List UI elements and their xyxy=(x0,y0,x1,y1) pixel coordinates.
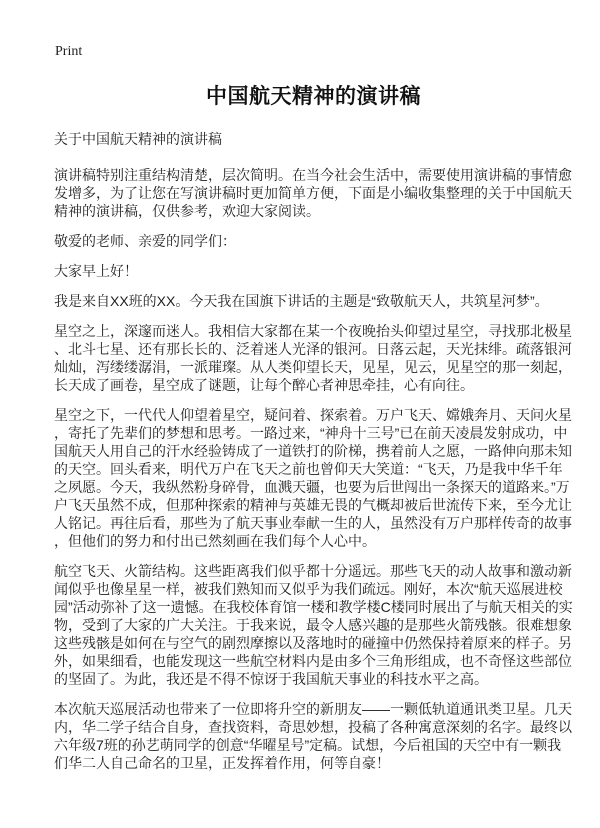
paragraph-intro: 演讲稿特别注重结构清楚，层次简明。在当今社会生活中，需要使用演讲稿的事情愈发增多，为了让您在写演讲稿时更加简单方便，下面是小编收集整理的关于中国航天精神的演讲稿，仅供参考，欢迎大家阅读。 xyxy=(54,167,572,219)
paragraph-speech-theme: 我是来自XX班的XX。今天我在国旗下讲话的主题是“致敬航天人，共筑星河梦”。 xyxy=(54,293,549,309)
page-subtitle: 关于中国航天精神的演讲稿 xyxy=(54,131,222,147)
paragraph-satellite: 本次航天巡展活动也带来了一位即将升空的新朋友——一颗低轨道通讯类卫星。几天内，华二学子结合自身，查找资料，奇思妙想，投稿了各种寓意深刻的名字。最终以六年级7班的孙艺萌同学的创意“华曜星号”定稿。试想，今后祖国的天空中有一颗我们华二人自己命名的卫星，正发挥着作用，何等自豪！ xyxy=(54,701,572,771)
paragraph-exhibition: 航空飞天、火箭结构。这些距离我们似乎都十分遥远。那些飞天的动人故事和激动新闻似乎也像星星一样，被我们熟知而又似乎为我们疏远。刚好，本次“航天巡展进校园”活动弥补了这一遗憾。在我校体育馆一楼和教学楼C楼同时展出了与航天相关的实物，受到了大家的广大关注。于我来说，最令人感兴趣的是那些火箭残骸。很难想象这些残骸是如何在与空气的剧烈摩擦以及落地时的碰撞中仍然保持着原来的样子。另外，如果细看，也能发现这一些航空材料内是由多个三角形组成，也不奇怪这些部位的坚固了。为此，我还是不得不惊讶于我国航天事业的科技水平之高。 xyxy=(54,563,573,687)
page-title: 中国航天精神的演讲稿 xyxy=(206,85,421,108)
paragraph-salutation: 敬爱的老师、亲爱的同学们： xyxy=(54,233,236,249)
paragraph-starry-sky-above: 星空之上，深邃而迷人。我相信大家都在某一个夜晚抬头仰望过星空，寻找那北极星、北斗七星、还有那长长的、泛着迷人光泽的银河。日落云起，天光抹绯。疏落银河灿灿，泻缕缕潺涓，一派璀璨。从人类仰望长天，见星，见云，见星空的那一刻起，长天成了画卷，星空成了谜题，让每个醉心者神思牵挂，心有向往。 xyxy=(54,323,572,393)
document-body xyxy=(54,166,573,772)
paragraph-starry-sky-below: 星空之下，一代代人仰望着星空，疑问着、探索着。万户飞天、嫦娥奔月、天问火星，寄托了先辈们的梦想和思考。一路过来，“神舟十三号”已在前天凌晨发射成功，中国航天人用自己的汗水经验铸成了一道铁打的阶梯，携着前人之愿，一路伸向那未知的天空。回头看来，明代万户在飞天之前也曾仰天大笑道：“飞天，乃是我中华千年之夙愿。今天，我纵然粉身碎骨，血溅天疆，也要为后世闯出一条探天的道路来。”万户飞天虽然不成，但那种探索的精神与英雄无畏的气概却被后世流传下来，至今尤让人铭记。再往后看，那些为了航天事业奉献一生的人，虽然没有万户那样传奇的故事，但他们的努力和付出已然刻画在我们每个人心中。 xyxy=(54,407,572,549)
print-button[interactable]: Print xyxy=(55,44,83,59)
paragraph-greeting: 大家早上好！ xyxy=(54,263,138,279)
